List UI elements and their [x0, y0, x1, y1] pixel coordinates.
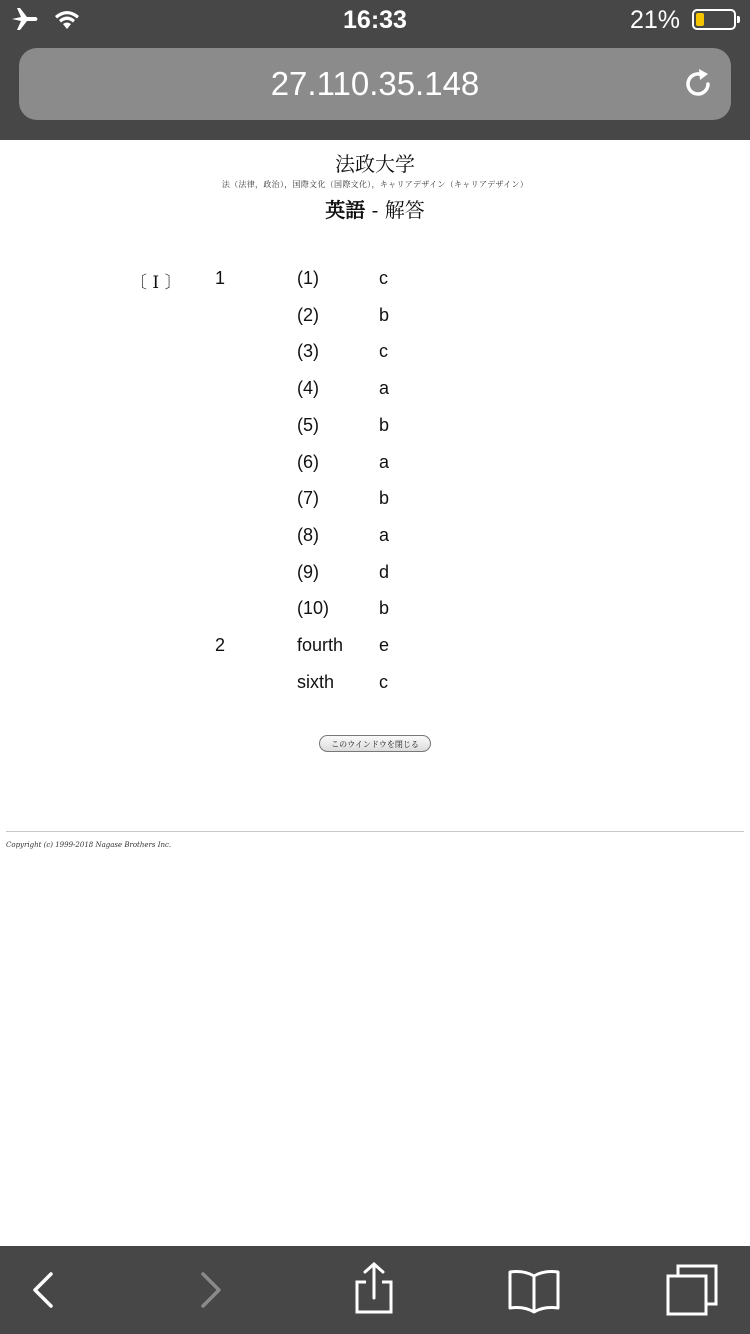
address-bar[interactable]: [19, 48, 731, 120]
question-number: fourth: [297, 635, 344, 655]
question-number: (9): [297, 562, 319, 582]
faculty-list: 法（法律，政治），国際文化（国際文化），キャリアデザイン（キャリアデザイン）: [221, 180, 529, 189]
page-heading: [0, 194, 750, 223]
section-label: 〔 I 〕: [130, 273, 182, 293]
answer-value: b: [379, 305, 390, 325]
tabs-icon[interactable]: [664, 1262, 720, 1318]
bookmarks-icon[interactable]: [506, 1262, 562, 1318]
browser-top-bar: [0, 0, 750, 140]
question-number: (1): [297, 268, 319, 288]
share-icon[interactable]: [346, 1262, 402, 1318]
part-number: 1: [215, 268, 226, 288]
part-number: 2: [215, 635, 226, 655]
battery-percentage: 21%: [629, 6, 680, 34]
subject-label: 英語: [325, 198, 366, 222]
web-page: [0, 140, 750, 1246]
answer-value: c: [379, 672, 388, 692]
url-text[interactable]: 27.110.35.148: [270, 65, 480, 102]
answer-value: b: [379, 488, 390, 508]
answer-value: a: [379, 378, 390, 398]
reload-icon[interactable]: [681, 67, 715, 101]
battery-level: [696, 13, 704, 26]
answer-value: c: [379, 268, 388, 288]
heading-separator: -: [365, 198, 385, 222]
status-bar: [0, 0, 750, 40]
divider: [6, 831, 744, 832]
page-title: 法政大学: [335, 152, 415, 176]
battery-icon: [692, 9, 736, 30]
status-time: 16:33: [343, 6, 407, 34]
answer-value: b: [379, 415, 390, 435]
answer-kind-label: 解答: [384, 198, 425, 222]
copyright-text: Copyright (c) 1999-2018 Nagase Brothers Inc.: [6, 841, 172, 849]
question-number: (2): [297, 305, 319, 325]
answer-value: c: [379, 341, 388, 361]
question-number: (10): [297, 598, 330, 618]
answer-value: e: [379, 635, 390, 655]
question-number: sixth: [297, 672, 335, 692]
question-number: (4): [297, 378, 319, 398]
question-number: (6): [297, 452, 319, 472]
question-number: (3): [297, 341, 319, 361]
answer-value: a: [379, 525, 390, 545]
question-number: (7): [297, 488, 319, 508]
answer-value: b: [379, 598, 390, 618]
back-icon[interactable]: [15, 1262, 71, 1318]
answer-value: d: [379, 562, 390, 582]
question-number: (5): [297, 415, 319, 435]
question-number: (8): [297, 525, 319, 545]
answer-value: a: [379, 452, 390, 472]
forward-icon[interactable]: [183, 1262, 239, 1318]
browser-toolbar: [0, 1246, 750, 1334]
close-window-button[interactable]: このウインドウを閉じる: [319, 735, 431, 752]
